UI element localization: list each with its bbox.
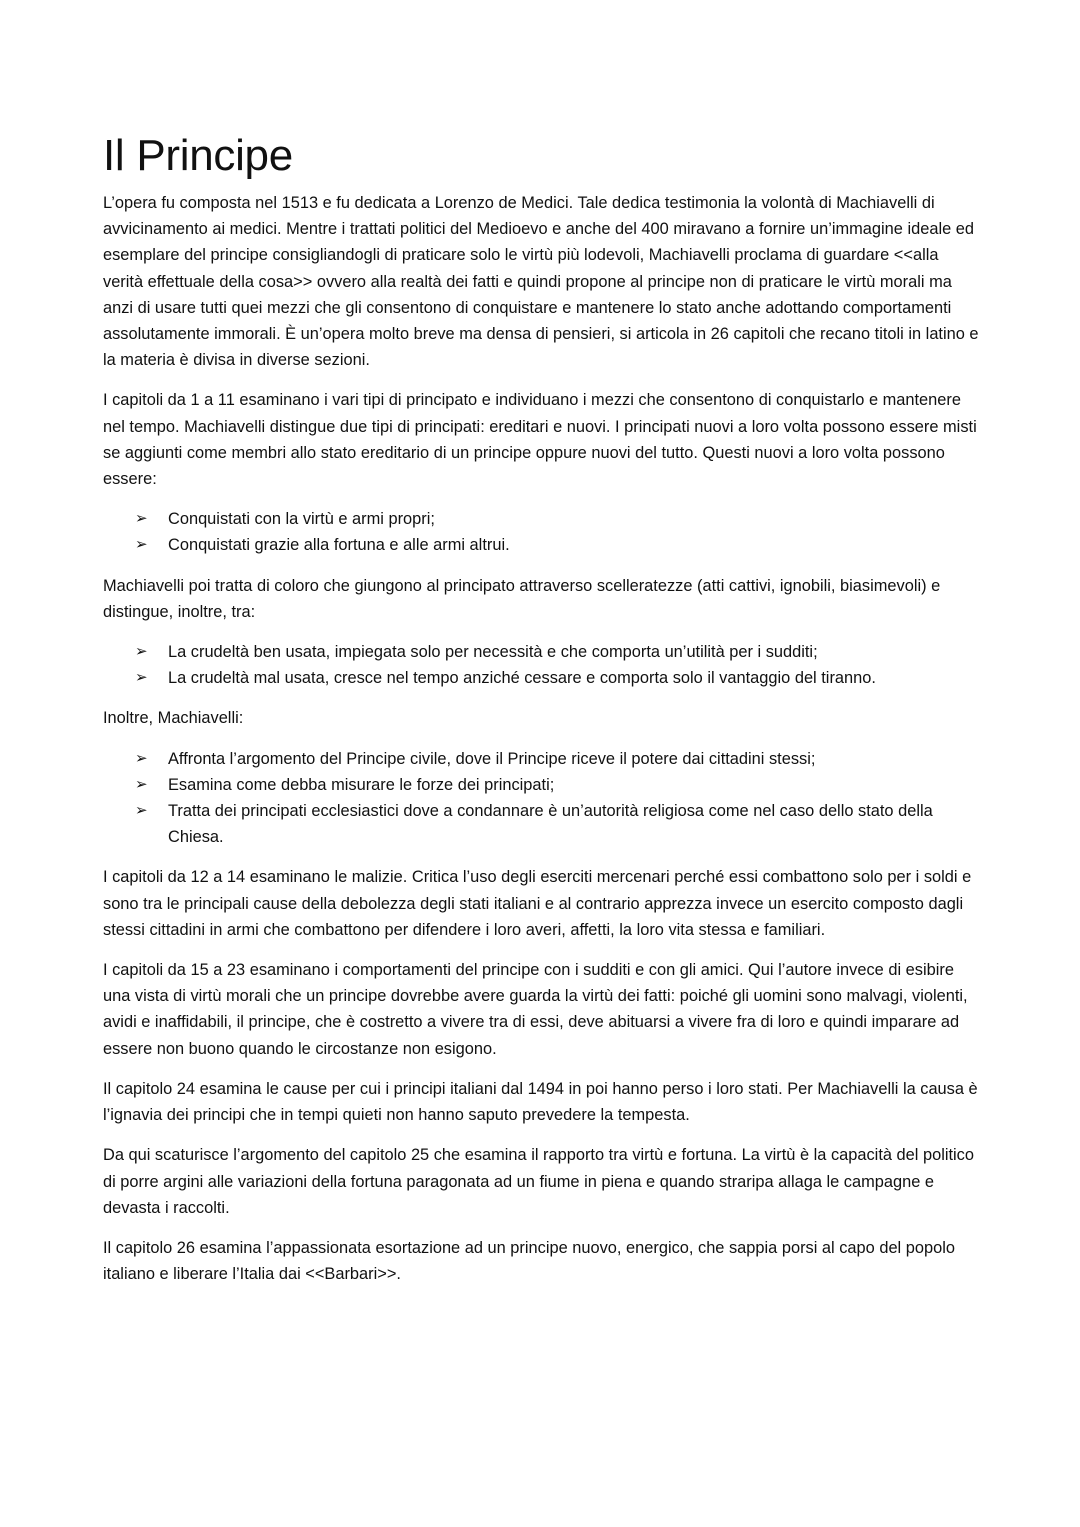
paragraph: Il capitolo 24 esamina le cause per cui i principi italiani dal 1494 in poi hanno perso i loro stati. Per Machiavelli la causa è l’ignavia dei principi che in tempi quieti non hanno saputo prevedere la tempesta. — [103, 1079, 978, 1125]
arrow-bullet-icon: ➢ — [135, 669, 148, 687]
list-item — [135, 532, 983, 558]
arrow-bullet-icon: ➢ — [135, 643, 148, 661]
paragraph: Da qui scaturisce l’argomento del capitolo 25 che esamina il rapporto tra virtù e fortuna. La virtù è la capacità del politico di porre argini alle variazioni della fortuna paragonata ad un fiume in piena e quando straripa allaga le campagne e devasta i raccolti. — [103, 1146, 974, 1217]
list-item — [135, 746, 983, 772]
list-item-text: Esamina come debba misurare le forze dei principati; — [168, 775, 555, 794]
list-item-text: La crudeltà ben usata, impiegata solo per necessità e che comporta un’utilità per i sudditi; — [168, 643, 818, 662]
document-body — [103, 190, 983, 1287]
paragraph: Machiavelli poi tratta di coloro che giungono al principato attraverso scelleratezze (atti cattivi, ignobili, biasimevoli) e distingue, inoltre, tra: — [103, 576, 941, 621]
bullet-list — [103, 506, 983, 558]
paragraph: L’opera fu composta nel 1513 e fu dedicata a Lorenzo de Medici. Tale dedica testimonia la volontà di Machiavelli di avvicinamento ai medici. Mentre i trattati politici del Medioevo e anche del 400 miravano a fornire un’immagine ideale ed esemplare del principe consigliandogli di praticare solo le virtù più lodevoli, Machiavelli proclama di guardare <<alla verità effettuale della cosa>> ovvero alla realtà dei fatti e quindi propone al principe non di praticare le virtù morali ma anzi di usare tutti quei mezzi che gli consentono di conquistare e mantenere lo stato anche adottando comportamenti assolutamente immorali. È un’opera molto breve ma densa di pensieri, si articola in 26 capitoli che recano titoli in latino e la materia è divisa in diverse sezioni. — [103, 194, 979, 370]
list-item-text: Conquistati con la virtù e armi propri; — [168, 510, 435, 529]
list-item-text: Affronta l’argomento del Principe civile, dove il Principe riceve il potere dai cittadini stessi; — [168, 749, 816, 768]
arrow-bullet-icon: ➢ — [135, 536, 148, 554]
arrow-bullet-icon: ➢ — [135, 749, 148, 767]
list-item — [135, 506, 983, 532]
bullet-list — [103, 746, 983, 851]
list-item-text: Tratta dei principati ecclesiastici dove a condannare è un’autorità religiosa come nel caso dello stato della Chiesa. — [168, 802, 933, 847]
paragraph: Il capitolo 26 esamina l’appassionata esortazione ad un principe nuovo, energico, che sappia porsi al capo del popolo italiano e liberare l’Italia dai <<Barbari>>. — [103, 1238, 955, 1284]
bullet-list — [103, 639, 983, 691]
paragraph: I capitoli da 1 a 11 esaminano i vari tipi di principato e individuano i mezzi che consentono di conquistarlo e mantenere nel tempo. Machiavelli distingue due tipi di principati: ereditari e nuovi. I principati nuovi a loro volta possono essere misti se aggiunti come membri allo stato ereditario di un principe oppure nuovi del tutto. Questi nuovi a loro volta possono essere: — [103, 391, 977, 489]
list-item — [135, 639, 983, 665]
list-item — [135, 665, 983, 691]
list-item-text: Conquistati grazie alla fortuna e alle armi altrui. — [168, 536, 510, 555]
document-page — [103, 128, 983, 1301]
list-item — [135, 798, 983, 850]
arrow-bullet-icon: ➢ — [135, 510, 148, 528]
paragraph: I capitoli da 12 a 14 esaminano le malizie. Critica l’uso degli eserciti mercenari perché essi combattono solo per i soldi e sono tra le principali cause della debolezza degli stati italiani e al contrario apprezza invece un esercito composto dagli stessi cittadini in armi che combattono per difendere i loro averi, affetti, la loro vita stessa e familiari. — [103, 868, 972, 939]
paragraph: I capitoli da 15 a 23 esaminano i comportamenti del principe con i sudditi e con gli amici. Qui l’autore invece di esibire una vista di virtù morali che un principe dovrebbe avere guarda la virtù dei fatti: poiché gli uomini sono malvagi, violenti, avidi e inaffidabili, il principe, che è costretto a vivere tra di essi, deve abituarsi a vivere fra di loro e quindi imparare ad essere non buono quando le circostanze non esigono. — [103, 961, 968, 1058]
arrow-bullet-icon: ➢ — [135, 802, 148, 820]
list-item — [135, 772, 983, 798]
arrow-bullet-icon: ➢ — [135, 775, 148, 793]
paragraph: Inoltre, Machiavelli: — [103, 709, 244, 728]
list-item-text: La crudeltà mal usata, cresce nel tempo anziché cessare e comporta solo il vantaggio del tiranno. — [168, 669, 876, 688]
document-title: Il Principe — [103, 131, 293, 180]
